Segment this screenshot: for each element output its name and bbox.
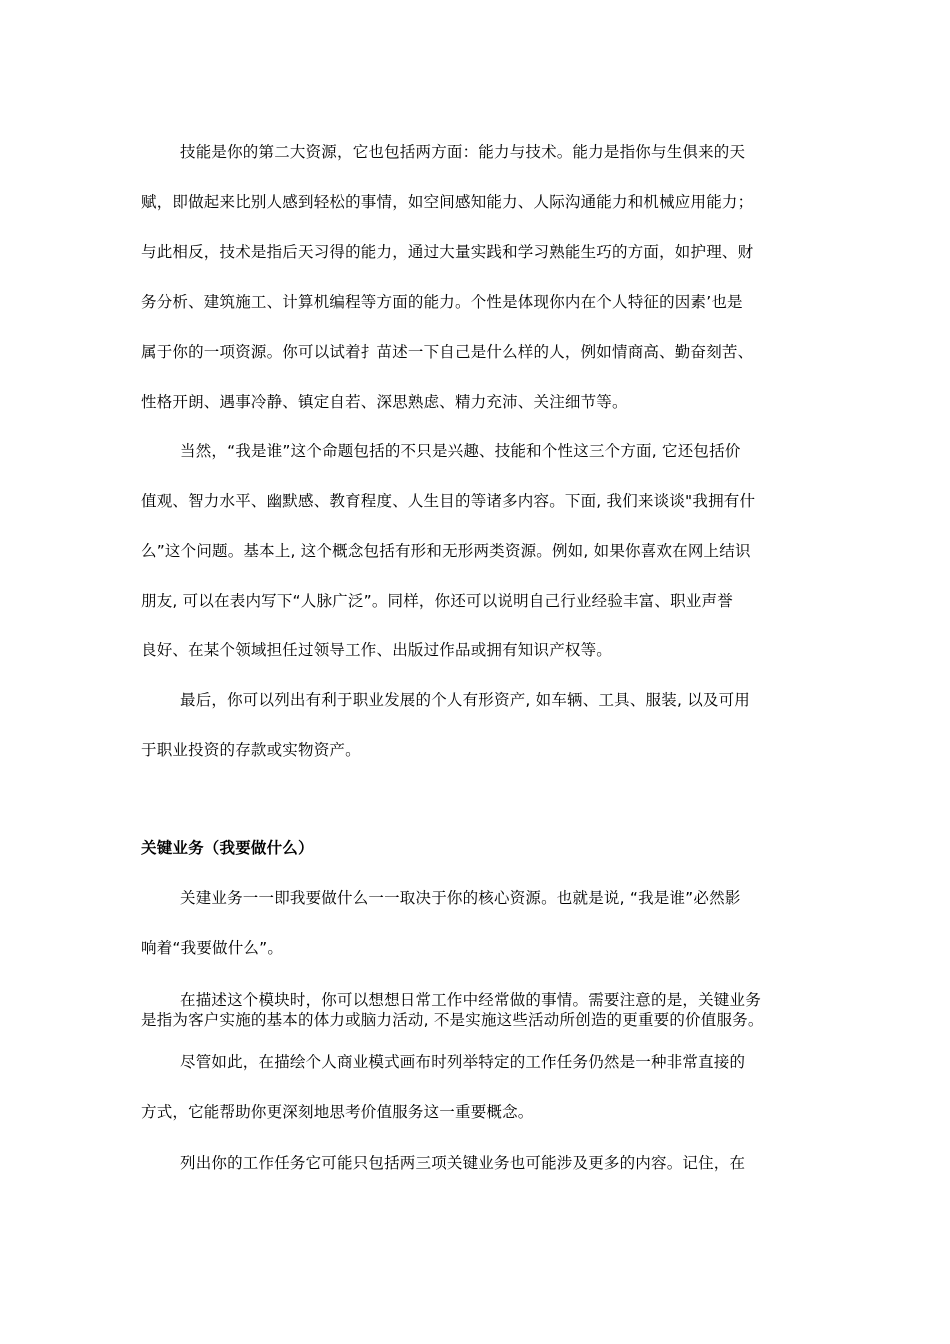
- paragraph-line: 性格开朗、遇事冷静、镇定自若、深思熟虑、精力充沛、关注细节等。: [141, 393, 628, 411]
- paragraph-line: 列出你的工作任务它可能只包括两三项关键业务也可能涉及更多的内容。记住，在: [180, 1154, 746, 1172]
- paragraph-line: 良好、在某个领域担任过领导工作、出版过作品或拥有知识产权等。: [141, 641, 613, 659]
- paragraph-line: 技能是你的第二大资源，它也包括两方面：能力与技术。能力是指你与生俱来的天: [180, 143, 746, 161]
- section-heading: 关键业务（我要做什么）: [141, 839, 314, 857]
- paragraph-line: 方式，它能帮助你更深刻地思考价值服务这一重要概念。: [141, 1103, 534, 1121]
- paragraph-line: 值观、智力水平、幽默感、教育程度、人生目的等诸多内容。下面, 我们来谈谈"我拥有什: [141, 492, 756, 510]
- paragraph-line: 务分析、建筑施工、计算机编程等方面的能力。个性是体现你内在个人特征的因素’也是: [141, 293, 743, 311]
- paragraph-line: 关建业务一一即我要做什么一一取决于你的核心资源。也就是说, “我是谁”必然影: [180, 889, 741, 907]
- paragraph-line: 于职业投资的存款或实物资产。: [141, 741, 361, 759]
- paragraph-line: 是指为客户实施的基本的体力或脑力活动, 不是实施这些活动所创造的更重要的价值服务。: [141, 1011, 764, 1029]
- paragraph-line: 在描述这个模块时，你可以想想日常工作中经常做的事情。需要注意的是，关键业务: [180, 991, 761, 1009]
- paragraph-line: 属于你的一项资源。你可以试着扌苗述一下自己是什么样的人，例如情商高、勤奋刻苦、: [141, 343, 754, 361]
- paragraph-line: 响着“我要做什么”。: [141, 939, 284, 957]
- paragraph-line: 么”这个问题。基本上, 这个概念包括有形和无形两类资源。例如, 如果你喜欢在网上结识: [141, 542, 751, 560]
- paragraph-line: 赋，即做起来比别人感到轻松的事情，如空间感知能力、人际沟通能力和机械应用能力；: [141, 193, 754, 211]
- paragraph-line: 最后，你可以列出有利于职业发展的个人有形资产, 如车辆、工具、服装, 以及可用: [180, 691, 751, 709]
- paragraph-line: 尽管如此，在描绘个人商业模式画布时列举特定的工作任务仍然是一种非常直接的: [180, 1053, 746, 1071]
- paragraph-line: 与此相反，技术是指后天习得的能力，通过大量实践和学习熟能生巧的方面，如护理、财: [141, 243, 754, 261]
- paragraph-line: 朋友, 可以在表内写下“人脉广泛”。同样，你还可以说明自己行业经验丰富、职业声誉: [141, 592, 733, 610]
- paragraph-line: 当然，“我是谁”这个命题包括的不只是兴趣、技能和个性这三个方面, 它还包括价: [180, 442, 741, 460]
